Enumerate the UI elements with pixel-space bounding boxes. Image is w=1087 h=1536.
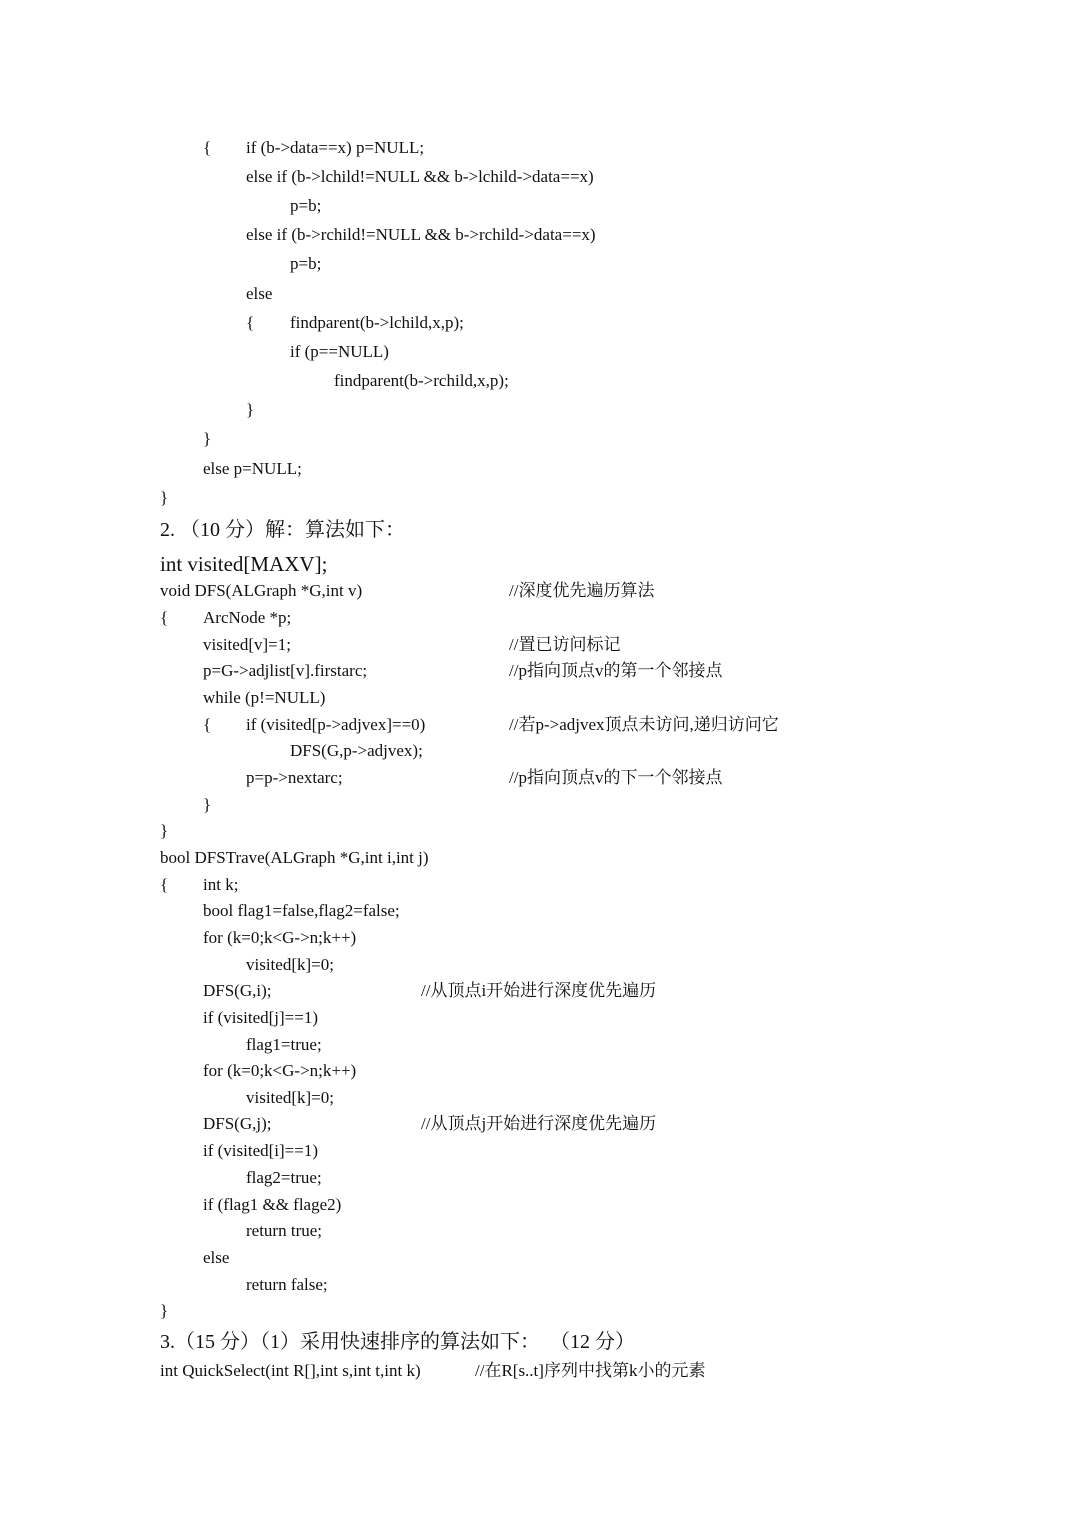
code-line: if (flag1 && flage2) (203, 1195, 342, 1214)
code-comment: //深度优先遍历算法 (509, 581, 655, 600)
code-line: } (160, 821, 169, 840)
code-line: findparent(b->rchild,x,p); (334, 371, 509, 390)
code-line: ArcNode *p; (203, 608, 292, 627)
code-line: p=p->nextarc; (246, 768, 343, 787)
code-line: DFS(G,p->adjvex); (290, 741, 423, 760)
code-line: { (160, 608, 169, 627)
code-line: visited[k]=0; (246, 1088, 334, 1107)
code-line: return false; (246, 1275, 328, 1294)
code-comment: //从顶点i开始进行深度优先遍历 (421, 981, 657, 1000)
code-line: { (203, 715, 212, 734)
code-line: p=b; (290, 254, 322, 273)
code-line: bool DFSTrave(ALGraph *G,int i,int j) (160, 848, 429, 867)
question-heading: 3.（15 分）（1）采用快速排序的算法如下： （12 分） (160, 1331, 635, 1353)
code-line: if (visited[j]==1) (203, 1008, 319, 1027)
code-comment: //p指向顶点v的下一个邻接点 (509, 768, 723, 787)
code-line: p=b; (290, 196, 322, 215)
code-line: DFS(G,i); (203, 981, 272, 1000)
code-line: } (203, 795, 212, 814)
code-line: void DFS(ALGraph *G,int v) (160, 581, 363, 600)
code-line: if (visited[p->adjvex]==0) (246, 715, 426, 734)
code-line: else if (b->rchild!=NULL && b->rchild->data==x) (246, 225, 596, 244)
code-line: { (246, 313, 255, 332)
code-line: else (246, 284, 273, 303)
code-line: return true; (246, 1221, 322, 1240)
code-line: flag2=true; (246, 1168, 322, 1187)
code-line: findparent(b->lchild,x,p); (290, 313, 464, 332)
code-comment: //p指向顶点v的第一个邻接点 (509, 661, 723, 680)
code-comment: //在R[s..t]序列中找第k小的元素 (475, 1361, 706, 1380)
code-line: visited[v]=1; (203, 635, 291, 654)
code-line: else if (b->lchild!=NULL && b->lchild->data==x) (246, 167, 594, 186)
code-line: bool flag1=false,flag2=false; (203, 901, 400, 920)
code-comment: //置已访问标记 (509, 635, 621, 654)
code-line: else (203, 1248, 230, 1267)
code-comment: //从顶点j开始进行深度优先遍历 (421, 1114, 657, 1133)
code-line: else p=NULL; (203, 459, 302, 478)
code-line: } (203, 429, 212, 448)
code-line: visited[k]=0; (246, 955, 334, 974)
code-comment: //若p->adjvex顶点未访问,递归访问它 (509, 715, 779, 734)
code-line: int visited[MAXV]; (160, 552, 328, 576)
code-line: for (k=0;k<G->n;k++) (203, 928, 357, 947)
code-line: } (160, 1301, 169, 1320)
code-line: flag1=true; (246, 1035, 322, 1054)
code-line: if (visited[i]==1) (203, 1141, 319, 1160)
code-line: { (203, 138, 212, 157)
code-line: p=G->adjlist[v].firstarc; (203, 661, 368, 680)
question-heading: 2. （10 分）解：算法如下： (160, 519, 405, 541)
code-line: for (k=0;k<G->n;k++) (203, 1061, 357, 1080)
code-line: } (160, 488, 169, 507)
code-line: int QuickSelect(int R[],int s,int t,int k) (160, 1361, 421, 1380)
code-line: int k; (203, 875, 239, 894)
code-line: if (p==NULL) (290, 342, 389, 361)
code-line: while (p!=NULL) (203, 688, 326, 707)
code-line: { (160, 875, 169, 894)
code-line: } (246, 400, 255, 419)
code-line: DFS(G,j); (203, 1114, 272, 1133)
code-line: if (b->data==x) p=NULL; (246, 138, 425, 157)
